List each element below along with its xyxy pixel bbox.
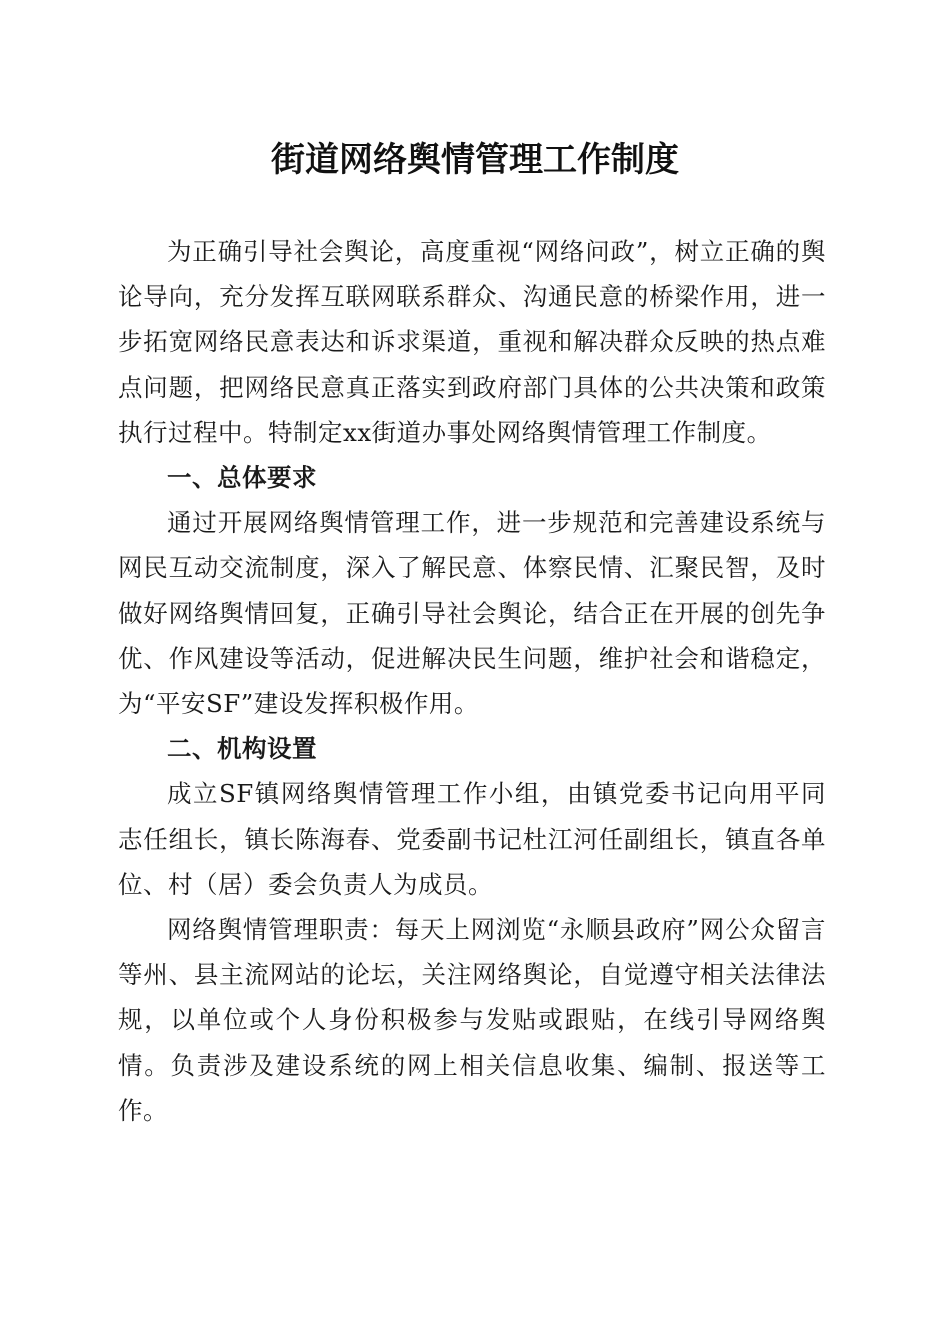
intro-paragraph: 为正确引导社会舆论，高度重视“网络问政”，树立正确的舆论导向，充分发挥互联网联系群众、沟通民意的桥梁作用，进一步拓宽网络民意表达和诉求渠道，重视和解决群众反映的热点难点问题，把网络民意真正落实到政府部门具体的公共决策和政策执行过程中。特制定xx街道办事处网络舆情管理工作制度。 (118, 237, 826, 447)
section-heading-general-requirements: 一、总体要求 (167, 463, 317, 493)
document-title: 街道网络舆情管理工作制度 (271, 140, 679, 180)
organization-paragraph: 成立SF镇网络舆情管理工作小组，由镇党委书记向用平同志任组长，镇长陈海春、党委副书记杜江河任副组长，镇直各单位、村（居）委会负责人为成员。 (118, 779, 826, 899)
general-requirements-paragraph: 通过开展网络舆情管理工作，进一步规范和完善建设系统与网民互动交流制度，深入了解民意、体察民情、汇聚民智，及时做好网络舆情回复，正确引导社会舆论，结合正在开展的创先争优、作风建设等活动，促进解决民生问题，维护社会和谐稳定，为“平安SF”建设发挥积极作用。 (118, 508, 826, 719)
section-heading-organization: 二、机构设置 (167, 734, 317, 764)
document-body (118, 229, 826, 1133)
duties-paragraph: 网络舆情管理职责：每天上网浏览“永顺县政府”网公众留言等州、县主流网站的论坛，关注网络舆论，自觉遵守相关法律法规，以单位或个人身份积极参与发贴或跟贴，在线引导网络舆情。负责涉及建设系统的网上相关信息收集、编制、报送等工作。 (118, 915, 826, 1125)
